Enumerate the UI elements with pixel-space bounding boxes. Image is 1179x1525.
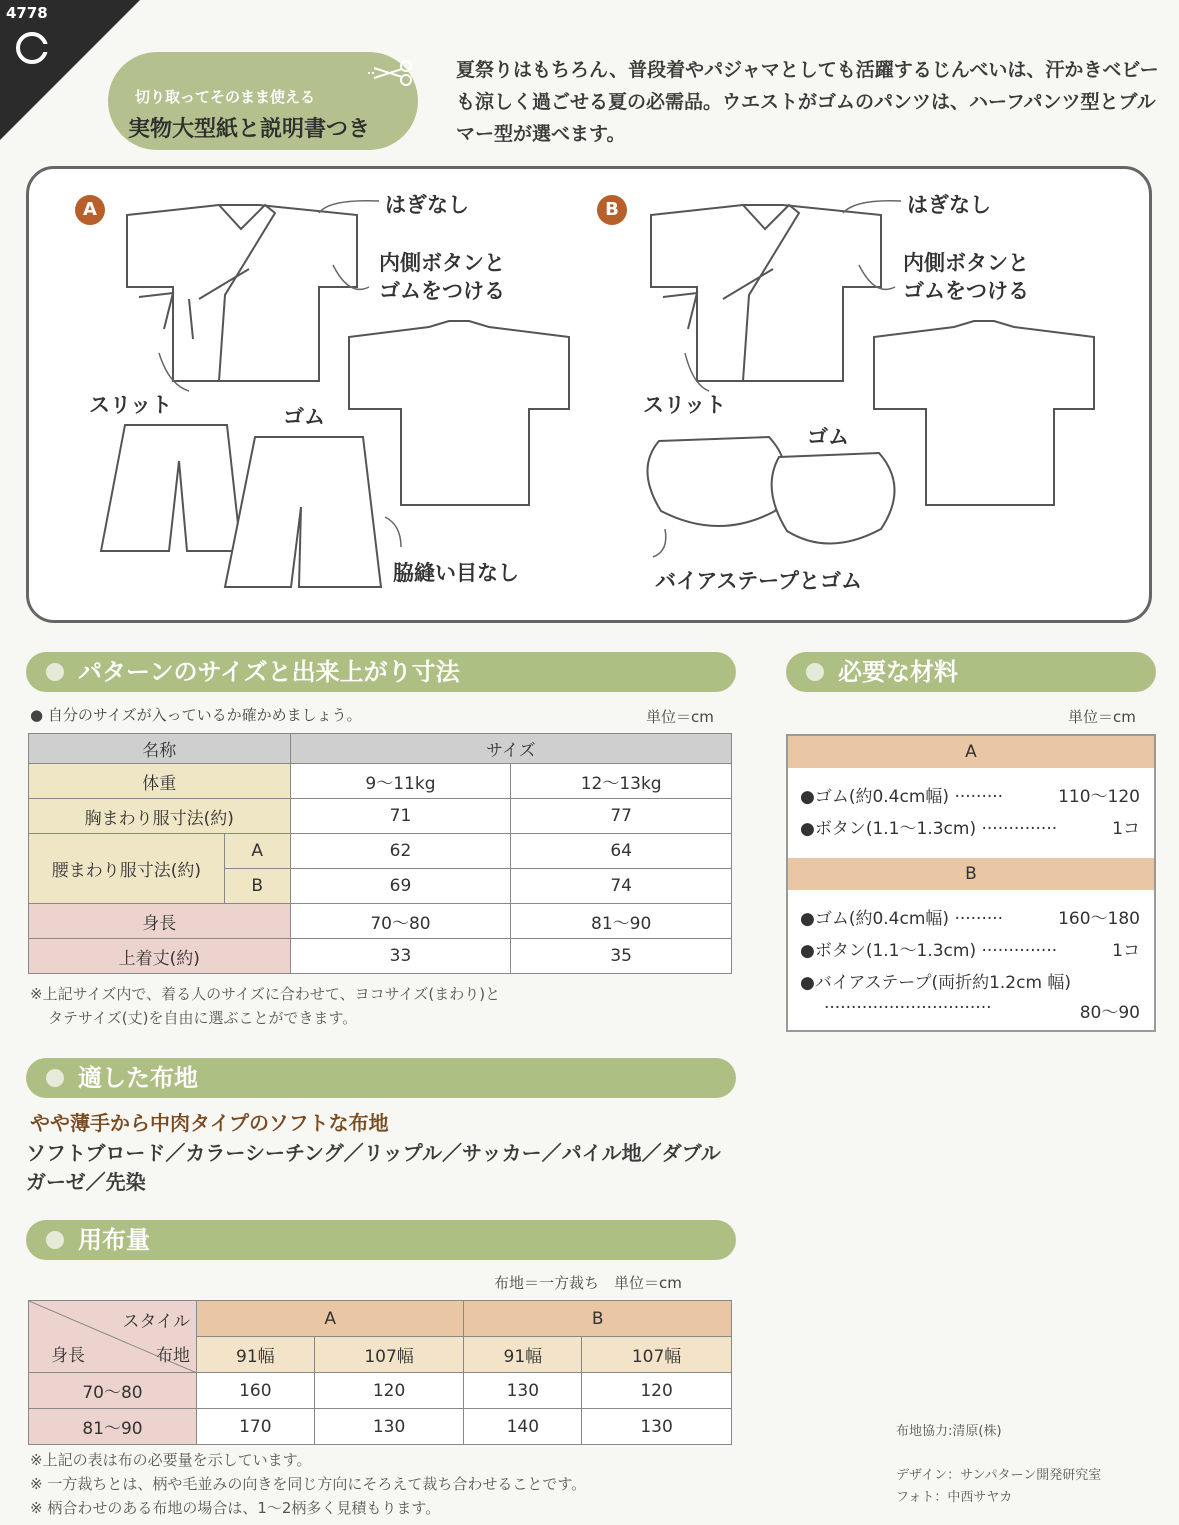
row-label-waist: 腰まわり服寸法(約) (29, 834, 225, 904)
cell-value: 71 (290, 799, 511, 834)
corner-fabric-label: 布地 (156, 1346, 190, 1366)
pattern-number: 4778 (6, 4, 48, 22)
material-item (800, 904, 1140, 929)
material-item (800, 814, 1140, 839)
cell-value: 33 (290, 939, 511, 974)
width-header: 107幅 (314, 1337, 464, 1373)
row-label-length: 上着丈(約) (29, 939, 291, 974)
credit-fabric: 布地協力:清原(株) (896, 1424, 1002, 1439)
cell-value: 70〜80 (290, 904, 511, 939)
pill-title: 実物大型紙と説明書つき (128, 117, 371, 142)
cell-value: 170 (197, 1409, 315, 1445)
cell-value: 35 (511, 939, 732, 974)
cell-value: 12〜13kg (511, 764, 732, 799)
yardage-section-header (26, 1220, 736, 1260)
label-slit-b: スリット (643, 393, 727, 417)
row-label-waist-b: B (224, 869, 290, 904)
fabric-section-title: 適した布地 (78, 1064, 198, 1092)
sizes-section-title: パターンのサイズと出来上がり寸法 (78, 658, 460, 686)
yardage-table-wrap (28, 1300, 732, 1442)
intro-paragraph: 夏祭りはもちろん、普段着やパジャマとしても活躍するじんべいは、汗かきベビーも涼しく過ごせる夏の必需品。ウエストがゴムのパンツは、ハーフパンツ型とブルマー型が選べます。 (456, 59, 1159, 145)
materials-box (786, 734, 1156, 1032)
yardage-table (28, 1300, 732, 1445)
cell-value: 69 (290, 869, 511, 904)
cell-value: 130 (314, 1409, 464, 1445)
style-a-badge: A (75, 195, 105, 225)
credit-design: デザイン：サンパターン開発研究室 (896, 1468, 1102, 1483)
materials-section-header (786, 652, 1156, 692)
material-value: 1コ (1112, 941, 1140, 961)
label-seamless-b: はぎなし (907, 193, 991, 217)
size-table (28, 733, 732, 974)
cell-value: 9〜11kg (290, 764, 511, 799)
sizes-footnote-2: タテサイズ(丈)を自由に選ぶことができます。 (48, 1009, 358, 1027)
label-seamless-a: はぎなし (385, 193, 469, 217)
row-label-weight: 体重 (29, 764, 291, 799)
table-row (29, 799, 732, 834)
table-row (29, 734, 732, 764)
yardage-note-1: ※上記の表は布の必要量を示しています。 (30, 1451, 312, 1469)
col-header-name: 名称 (29, 734, 291, 764)
corner-style-label: スタイル (122, 1312, 190, 1332)
yardage-section-title: 用布量 (78, 1226, 150, 1254)
width-header: 107幅 (582, 1337, 732, 1373)
material-item (800, 782, 1140, 807)
table-row (29, 1409, 732, 1445)
material-name: ●ボタン(1.1〜1.3cm) ·············· (800, 819, 1058, 839)
material-item-bias-value-line (824, 998, 1140, 1023)
cell-value: 74 (511, 869, 732, 904)
material-name: ●ゴム(約0.4cm幅) ········· (800, 909, 1004, 929)
label-button-a-1: 内側ボタンと (379, 251, 505, 275)
label-no-side-seam: 脇縫い目なし (393, 561, 519, 585)
cell-value: 77 (511, 799, 732, 834)
fabric-section-header (26, 1058, 736, 1098)
yardage-note-3: ※ 柄合わせのある布地の場合は、1〜2柄多く見積もります。 (30, 1499, 441, 1517)
style-b-badge: B (597, 195, 627, 225)
material-item-bias: ●バイアステープ(両折約1.2cm 幅) (800, 973, 1072, 993)
row-height-label: 81〜90 (29, 1409, 197, 1445)
cell-value: 160 (197, 1373, 315, 1409)
style-b-header: B (464, 1301, 732, 1337)
cell-value: 120 (582, 1373, 732, 1409)
material-name: ●ボタン(1.1〜1.3cm) ·············· (800, 941, 1058, 961)
table-row (29, 834, 732, 869)
label-button-a-2: ゴムをつける (379, 279, 505, 303)
row-height-label: 70〜80 (29, 1373, 197, 1409)
material-item (800, 936, 1140, 961)
garment-illustration-panel (26, 166, 1152, 623)
material-value: 110〜120 (1058, 787, 1140, 807)
style-a-header: A (197, 1301, 464, 1337)
label-elastic-a: ゴム (283, 405, 325, 429)
corner-cell (29, 1301, 197, 1373)
garment-drawings (29, 169, 1149, 620)
credit-photo: フォト：中西サヤカ (896, 1490, 1013, 1505)
sizes-footnote-1: ※上記サイズ内で、着る人のサイズに合わせて、ヨコサイズ(まわり)と (30, 985, 501, 1003)
width-header: 91幅 (464, 1337, 582, 1373)
table-row (29, 1373, 732, 1409)
row-label-height: 身長 (29, 904, 291, 939)
cell-value: 140 (464, 1409, 582, 1445)
scissors-icon (368, 58, 416, 88)
material-value: 80〜90 (1079, 1003, 1140, 1023)
col-header-size: サイズ (290, 734, 731, 764)
fabric-lead: やや薄手から中肉タイプのソフトな布地 (30, 1111, 389, 1135)
material-value: 1コ (1112, 819, 1140, 839)
cell-value: 130 (464, 1373, 582, 1409)
brand-logo-icon (14, 30, 50, 66)
row-label-chest: 胸まわり服寸法(約) (29, 799, 291, 834)
cell-value: 130 (582, 1409, 732, 1445)
sizes-note: ● 自分のサイズが入っているか確かめましょう。 (30, 706, 362, 724)
sizes-section-header (26, 652, 736, 692)
row-label-waist-a: A (224, 834, 290, 869)
material-value: 160〜180 (1058, 909, 1140, 929)
table-row (29, 1301, 732, 1337)
fabric-list: ソフトブロード／カラーシーチング／リップル／サッカー／パイル地／ダブルガーゼ／先染 (26, 1141, 721, 1194)
material-name: ●ゴム(約0.4cm幅) ········· (800, 787, 1004, 807)
materials-a-header: A (788, 736, 1154, 768)
materials-b-header: B (788, 858, 1154, 890)
pill-subtitle: 切り取ってそのまま使える (135, 88, 316, 106)
table-row (29, 939, 732, 974)
yardage-unit: 布地＝一方裁ち 単位＝cm (494, 1274, 682, 1292)
label-elastic-b: ゴム (807, 425, 849, 449)
width-header: 91幅 (197, 1337, 315, 1373)
corner-height-label: 身長 (51, 1346, 85, 1366)
cell-value: 64 (511, 834, 732, 869)
label-button-b-1: 内側ボタンと (903, 251, 1029, 275)
sizes-unit: 単位＝cm (646, 708, 714, 726)
label-button-b-2: ゴムをつける (903, 279, 1029, 303)
yardage-note-2: ※ 一方裁ちとは、柄や毛並みの向きを同じ方向にそろえて裁ち合わせることです。 (30, 1475, 587, 1493)
material-dots: ······························· (824, 998, 992, 1018)
cell-value: 62 (290, 834, 511, 869)
cell-value: 81〜90 (511, 904, 732, 939)
table-row (29, 904, 732, 939)
materials-section-title: 必要な材料 (838, 658, 958, 686)
label-slit-a: スリット (89, 393, 173, 417)
cell-value: 120 (314, 1373, 464, 1409)
materials-unit: 単位＝cm (1068, 708, 1136, 726)
table-row (29, 764, 732, 799)
label-bias-tape: バイアステープとゴム (655, 569, 863, 593)
